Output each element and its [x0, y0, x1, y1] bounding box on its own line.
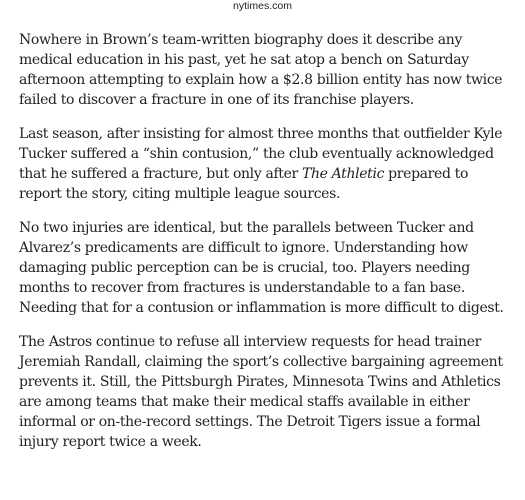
paragraph-2-text-start: Last season, after insisting for almost three months that outfielder Kyle Tucker suffered a “shin contusion,” the club eventually acknowledged that he suffered a fracture, but only after: [19, 126, 503, 182]
paragraph-4: The Astros continue to refuse all interview requests for head trainer Jeremiah Randall, claiming the sport’s collective bargaining agreement prevents it. Still, the Pittsburgh Pirates, Minnesota Twins and Athletics are among teams that make their medical staffs available in either informal or on-the-record settings. The Detroit Tigers issue a formal injury report twice a week.: [19, 334, 503, 450]
address-bar[interactable]: [0, 0, 525, 16]
paragraph-3: No two injuries are identical, but the parallels between Tucker and Alvarez’s predicaments are difficult to ignore. Understanding how damaging public perception can be is crucial, too. Players needing months to recover from fractures is understandable to a fan base. Needing that for a contusion or inflammation is more difficult to digest.: [19, 220, 504, 316]
publication-name: The Athletic: [301, 166, 385, 182]
paragraph-1: Nowhere in Brown’s team-written biography does it describe any medical education in his past, yet he sat atop a bench on Saturday afternoon attempting to explain how a $2.8 billion entity has now twice failed to discover a fracture in one of its franchise players.: [19, 32, 503, 108]
paragraph-2-text-end: prepared to report the story, citing multiple league sources.: [19, 166, 469, 202]
article-body: [19, 30, 514, 466]
url-text: nytimes.com: [233, 0, 292, 12]
paragraph-2: [19, 124, 514, 204]
